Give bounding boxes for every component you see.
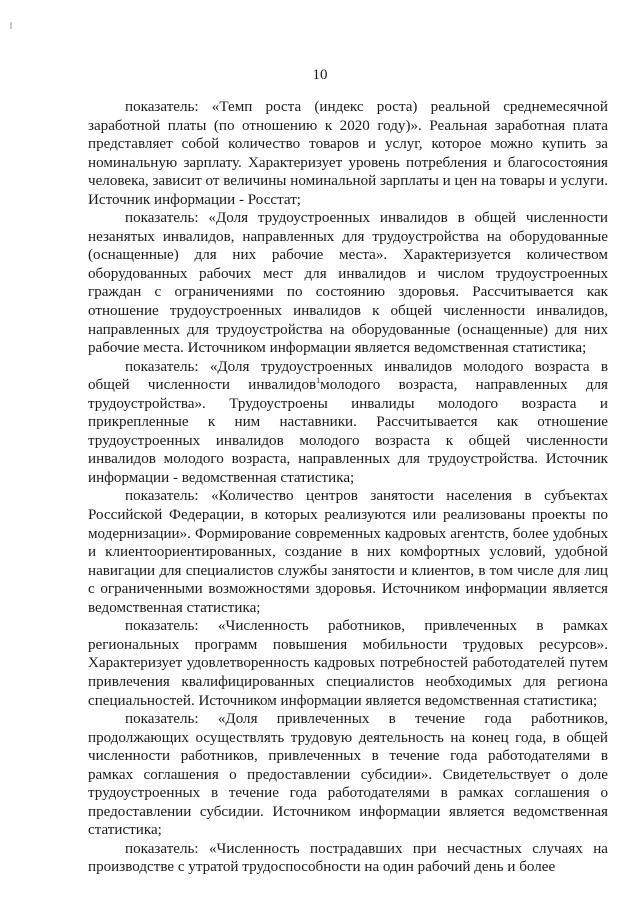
scan-edge-mark — [10, 22, 12, 29]
paragraph-real-wage-growth: показатель: «Темп роста (индекс роста) реальной среднемесячной заработной платы (по отношению к 2020 году)». Реальная заработная плата представляет собой количество товаров и услуг, которое можно купить за номинальную зарплату. Характеризует уровень потребления и благосостояния человека, зависит от величины номинальной зарплаты и цен на товары и услуги. Источник информации - Росстат; — [88, 99, 608, 208]
paragraph-employment-centers-count: показатель: «Количество центров занятости населения в субъектах Российской Федерации, в которых реализуются или реализованы проекты по модернизации». Формирование современных кадровых агентств, более удобных и клиентоориентированных, создание в них комфортных условий, удобной навигации для специалистов службы занятости и клиентов, в том числе для лиц с ограниченными возможностями здоровья. Источником информации является ведомственная статистика; — [88, 488, 608, 616]
page-number: 10 — [312, 67, 328, 83]
footnote-marker: 1 — [316, 376, 321, 386]
paragraph-text-part: показатель: «Доля трудоустроенных инвалидов молодого возраста в общей численности инвалидов — [88, 358, 608, 394]
paragraph-text-part: молодого возраста, направленных для трудоустройства». Трудоустроены инвалиды молодого возраста и прикрепленные к ним наставники. Рассчитывается как отношение трудоустроенных инвалидов молодого возраста к общей численности инвалидов молодого возраста, направленных для трудоустройства. Источник информации - ведомственная статистика; — [88, 377, 608, 486]
paragraph-young-disabled-employment-share — [88, 358, 608, 488]
body-text — [88, 98, 608, 877]
paragraph-labor-mobility-workers: показатель: «Численность работников, привлеченных в рамках региональных программ повышения мобильности трудовых ресурсов». Характеризует удовлетворенность кадровых потребностей работодателей путем привлечения квалифицированных специалистов необходимых для региона специальностей. Источником информации является ведомственная статистика; — [88, 618, 608, 709]
paragraph-workplace-accident-victims: показатель: «Численность пострадавших при несчастных случаях на производстве с утратой трудоспособности на один рабочий день и более — [88, 840, 608, 876]
paragraph-disabled-employment-share: показатель: «Доля трудоустроенных инвалидов в общей численности незанятых инвалидов, направленных для трудоустройства на оборудованные (оснащенные) для них рабочие места». Характеризуется количеством оборудованных рабочих мест для инвалидов и числом трудоустроенных граждан с ограничениями по состоянию здоровья. Рассчитывается как отношение трудоустроенных инвалидов к общей численности инвалидов, направленных для трудоустройства на оборудованные (оснащенные) для них рабочие места. Источником информации является ведомственная статистика; — [88, 210, 608, 357]
paragraph-retained-workers-share: показатель: «Доля привлеченных в течение года работников, продолжающих осуществлять трудовую деятельность на конец года, в общей численности работников, привлеченных в течение года работодателями в рамках соглашения о предоставлении субсидии». Свидетельствует о доле трудоустроенных в течение года работодателями в рамках соглашения о предоставлении субсидии. Источником информации является ведомственная статистика; — [88, 711, 608, 839]
